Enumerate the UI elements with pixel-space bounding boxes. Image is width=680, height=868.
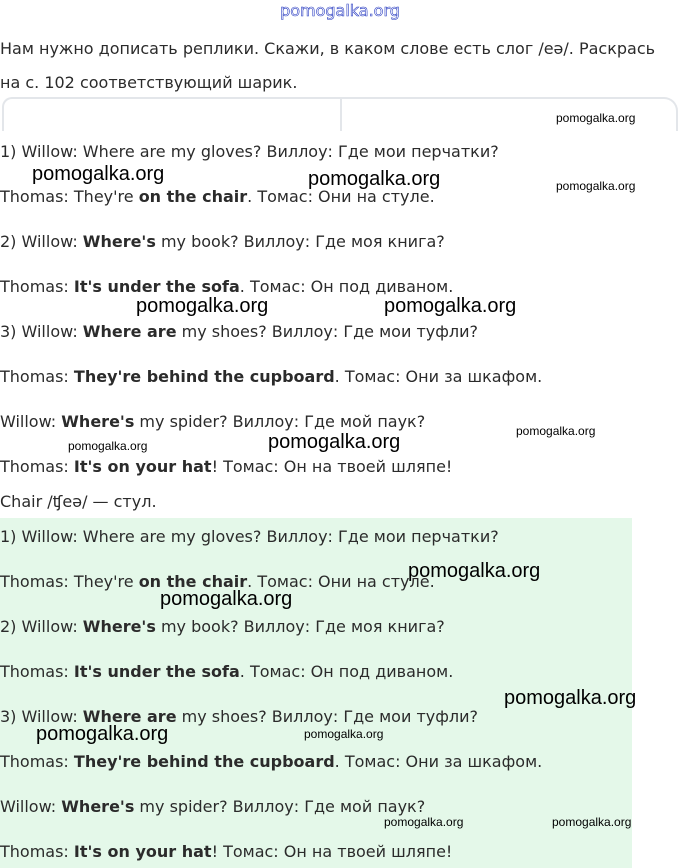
dialogue-line: 3) Willow: Where are my shoes? Виллоу: Где мои туфли?	[0, 322, 479, 341]
dialogue-line: 1) Willow: Where are my gloves? Виллоу: Где мои перчатки?	[0, 142, 499, 161]
watermark: pomogalka.org	[268, 431, 401, 453]
answer-line: 3) Willow: Where are my shoes? Виллоу: Где мои туфли?	[0, 707, 479, 726]
answer-line: Thomas: They're behind the cupboard. Томас: Они за шкафом.	[0, 752, 543, 771]
answer-line: Thomas: They're on the chair. Томас: Они на стуле.	[0, 572, 435, 591]
watermark: pomogalka.org	[136, 295, 269, 317]
dialogue-line: Thomas: It's on your hat! Томас: Он на твоей шляпе!	[0, 457, 453, 476]
watermark: pomogalka.org	[556, 111, 636, 125]
answer-line: Thomas: It's under the sofa. Томас: Он под диваном.	[0, 662, 454, 681]
watermark: pomogalka.org	[68, 439, 148, 453]
dialogue-line: Willow: Where's my spider? Виллоу: Где мой паук?	[0, 412, 426, 431]
watermark: pomogalka.org	[408, 560, 541, 582]
watermark: pomogalka.org	[304, 727, 384, 741]
task-instruction: Нам нужно дописать реплики. Скажи, в каком слове есть слог /eə/. Раскрась на с. 102 соответствующий шарик.	[0, 39, 656, 92]
watermark: pomogalka.org	[556, 179, 636, 193]
dialogue-line: 2) Willow: Where's my book? Виллоу: Где моя книга?	[0, 232, 445, 251]
solution-tab-1[interactable]	[2, 97, 342, 131]
watermark: pomogalka.org	[504, 687, 637, 709]
watermark: pomogalka.org	[516, 424, 596, 438]
watermark: pomogalka.org	[384, 295, 517, 317]
answer-line: 2) Willow: Where's my book? Виллоу: Где моя книга?	[0, 617, 445, 636]
dialogue-line: Thomas: They're behind the cupboard. Томас: Они за шкафом.	[0, 367, 543, 386]
phonetic-note: Chair /ʧeə/ — стул.	[0, 492, 157, 511]
watermark: pomogalka.org	[384, 815, 464, 829]
watermark: pomogalka.org	[160, 588, 293, 610]
answer-line: 1) Willow: Where are my gloves? Виллоу: Где мои перчатки?	[0, 527, 499, 546]
watermark: pomogalka.org	[32, 163, 165, 185]
watermark: pomogalka.org	[36, 723, 169, 745]
dialogue-line: Thomas: They're on the chair. Томас: Они на стуле.	[0, 187, 435, 206]
dialogue-line: Thomas: It's under the sofa. Томас: Он под диваном.	[0, 277, 454, 296]
answer-line: Thomas: It's on your hat! Томас: Он на твоей шляпе!	[0, 842, 453, 861]
answer-line: Willow: Where's my spider? Виллоу: Где мой паук?	[0, 797, 426, 816]
site-watermark-header: pomogalka.org	[280, 1, 400, 20]
watermark: pomogalka.org	[552, 815, 632, 829]
watermark: pomogalka.org	[308, 168, 441, 190]
